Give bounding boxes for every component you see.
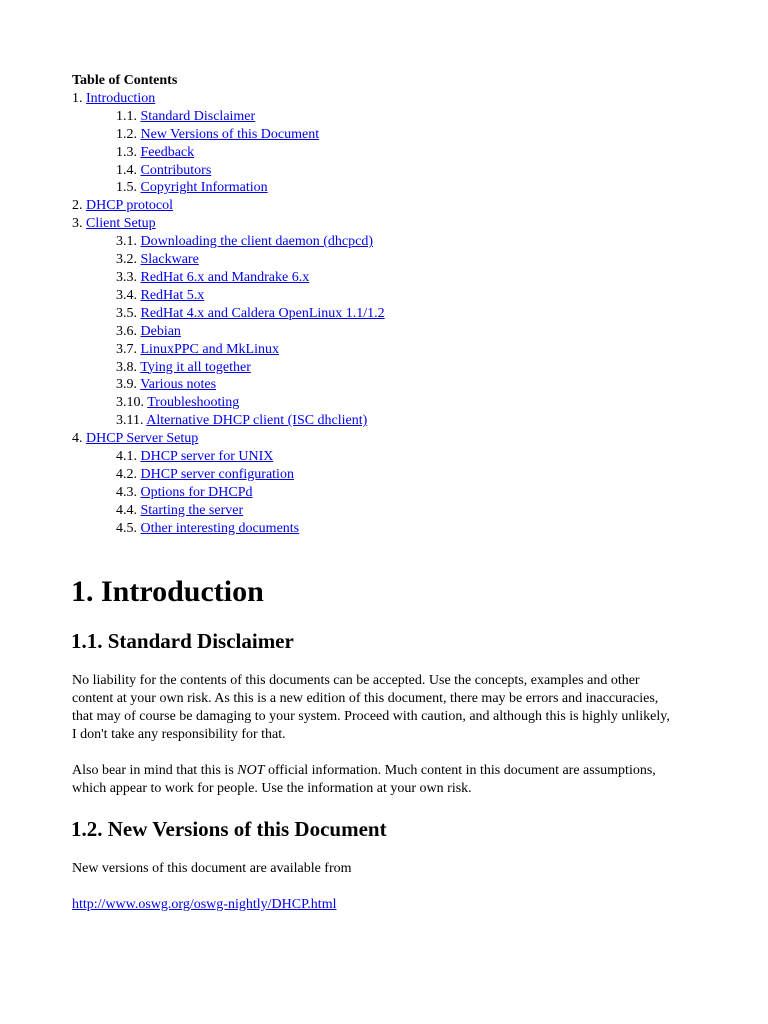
toc-item [72, 502, 385, 520]
document-url-link[interactable]: http://www.oswg.org/oswg-nightly/DHCP.html [72, 897, 337, 912]
toc-item-link[interactable]: Tying it all together [140, 359, 251, 375]
toc-item-number: 1.2. [116, 126, 141, 142]
toc-item-link[interactable]: Feedback [140, 144, 195, 160]
toc-item-number: 4.5. [116, 520, 141, 536]
toc-item-number: 3.10. [116, 395, 148, 411]
toc-item-number: 3.1. [116, 234, 141, 250]
toc-item-number: 4.2. [116, 466, 141, 482]
toc-item-number: 2. [72, 198, 86, 214]
toc-item-number: 3.5. [116, 305, 141, 321]
toc-item-link[interactable]: DHCP server configuration [140, 466, 294, 482]
toc-item-number: 3.2. [116, 252, 141, 268]
toc-item-link[interactable]: Downloading the client daemon (dhcpcd) [140, 234, 373, 250]
toc-item [72, 287, 385, 305]
toc-item [72, 162, 385, 180]
emphasis-not: NOT [237, 763, 265, 778]
toc-item-number: 4.4. [116, 502, 141, 518]
toc-item [72, 90, 385, 108]
toc-item-number: 3.9. [116, 377, 141, 393]
toc-item [72, 251, 385, 269]
toc-item [72, 215, 385, 233]
toc-item-number: 1. [72, 90, 86, 106]
toc-item-number: 1.5. [116, 180, 141, 196]
toc-item-link[interactable]: Starting the server [140, 502, 244, 518]
toc-item [72, 179, 385, 197]
toc-item-link[interactable]: Options for DHCPd [140, 484, 253, 500]
toc-item-link[interactable]: Alternative DHCP client (ISC dhclient) [146, 413, 368, 429]
toc-item-number: 3.3. [116, 269, 141, 285]
new-versions-link-paragraph [72, 896, 672, 914]
section-heading-introduction: 1. Introduction [71, 575, 264, 608]
toc-item [72, 394, 385, 412]
toc-item-link[interactable]: Copyright Information [140, 180, 268, 196]
toc-item-number: 3.11. [116, 413, 147, 429]
toc-title: Table of Contents [72, 73, 178, 88]
toc-item-number: 1.1. [116, 108, 141, 124]
toc-list [72, 90, 385, 538]
toc-item-link[interactable]: LinuxPPC and MkLinux [140, 341, 279, 357]
toc-item [72, 126, 385, 144]
official-info-paragraph [72, 762, 672, 798]
toc-item-link[interactable]: DHCP protocol [86, 198, 173, 214]
paragraph-text: official information. Much content in this document are assumptions, which appear to work for people. Use the information at your own risk. [72, 763, 656, 796]
toc-item [72, 412, 385, 430]
toc-item [72, 341, 385, 359]
toc-item [72, 305, 385, 323]
toc-item-link[interactable]: Other interesting documents [140, 520, 300, 536]
toc-item-number: 1.4. [116, 162, 141, 178]
toc-item [72, 269, 385, 287]
table-of-contents [72, 72, 385, 538]
toc-item [72, 108, 385, 126]
toc-item-number: 3. [72, 216, 86, 232]
toc-item-link[interactable]: RedHat 6.x and Mandrake 6.x [140, 269, 310, 285]
toc-item-link[interactable]: Introduction [86, 90, 156, 106]
new-versions-paragraph: New versions of this document are available from [72, 861, 352, 876]
toc-item-link[interactable]: Various notes [140, 377, 217, 393]
toc-item-link[interactable]: New Versions of this Document [140, 126, 320, 142]
toc-item-link[interactable]: Standard Disclaimer [140, 108, 256, 124]
toc-item-link[interactable]: Client Setup [86, 216, 156, 232]
toc-item-link[interactable]: RedHat 5.x [140, 287, 205, 303]
toc-item [72, 323, 385, 341]
toc-item-number: 3.6. [116, 323, 141, 339]
toc-item-link[interactable]: DHCP server for UNIX [140, 449, 274, 465]
subsection-heading-disclaimer: 1.1. Standard Disclaimer [71, 629, 294, 653]
toc-item-number: 4. [72, 431, 86, 447]
toc-item-link[interactable]: Contributors [140, 162, 212, 178]
toc-item [72, 233, 385, 251]
toc-item-number: 3.7. [116, 341, 141, 357]
toc-item-number: 4.3. [116, 484, 141, 500]
toc-item-link[interactable]: Debian [140, 323, 181, 339]
disclaimer-paragraph: No liability for the contents of this documents can be accepted. Use the concepts, examples and other content at your own risk. As this is a new edition of this document, there may be errors and inaccuracies, that may of course be damaging to your system. Proceed with caution, and although this is highly unlikely, I don't take any responsibility for that. [72, 673, 670, 742]
toc-item [72, 359, 385, 377]
toc-item-number: 4.1. [116, 449, 141, 465]
toc-item [72, 430, 385, 448]
toc-item [72, 197, 385, 215]
toc-item-link[interactable]: Troubleshooting [147, 395, 240, 411]
subsection-heading-new-versions: 1.2. New Versions of this Document [71, 817, 387, 841]
toc-item [72, 448, 385, 466]
toc-item-number: 3.8. [116, 359, 141, 375]
paragraph-text: Also bear in mind that this is [72, 763, 238, 778]
toc-item [72, 466, 385, 484]
toc-item-number: 3.4. [116, 287, 141, 303]
toc-item-link[interactable]: Slackware [140, 252, 199, 268]
toc-item [72, 376, 385, 394]
toc-item-link[interactable]: RedHat 4.x and Caldera OpenLinux 1.1/1.2 [140, 305, 385, 321]
toc-item-link[interactable]: DHCP Server Setup [86, 431, 199, 447]
toc-item [72, 520, 385, 538]
toc-item-number: 1.3. [116, 144, 141, 160]
toc-item [72, 484, 385, 502]
toc-item [72, 144, 385, 162]
